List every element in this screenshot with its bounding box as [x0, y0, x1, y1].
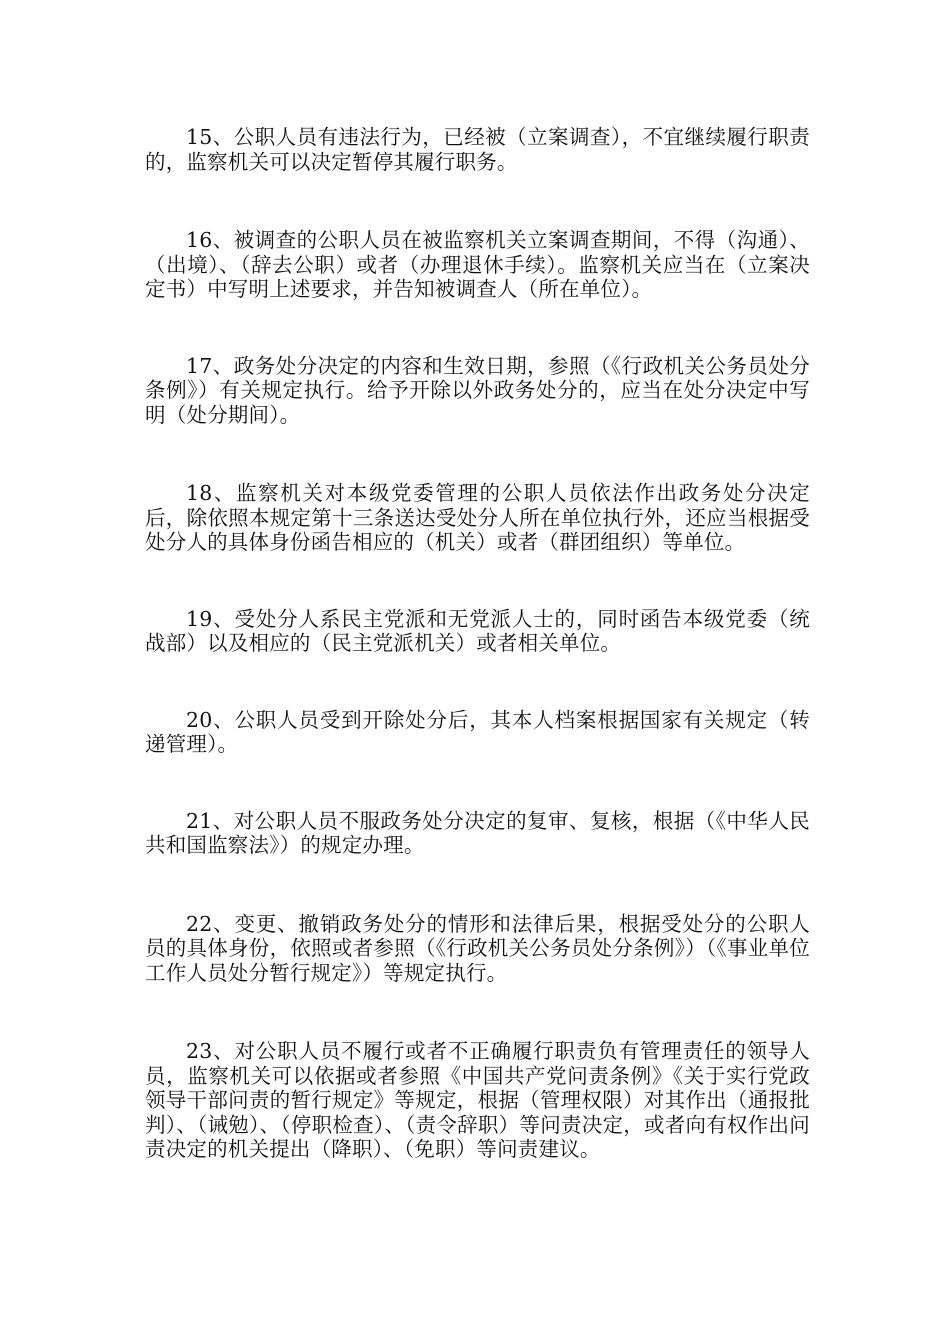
- paragraph-21: 21、对公职人员不服政务处分决定的复审、复核，根据（《中华人民共和国监察法》）的规定办理。: [145, 808, 810, 857]
- paragraph-23: 23、对公职人员不履行或者不正确履行职责负有管理责任的领导人员，监察机关可以依据或者参照《中国共产党问责条例》《关于实行党政领导干部问责的暂行规定》等规定，根据（管理权限）对其作出（通报批判）、（诫勉）、（停职检查）、（责令辞职）等问责决定，或者向有权作出问责决定的机关提出（降职）、（免职）等问责建议。: [145, 1039, 810, 1161]
- paragraph-18: 18、监察机关对本级党委管理的公职人员依法作出政务处分决定后，除依照本规定第十三条送达受处分人所在单位执行外，还应当根据受处分人的具体身份函告相应的（机关）或者（群团组织）等单位。: [145, 481, 810, 554]
- document-body: [145, 125, 810, 1220]
- paragraph-17: 17、政务处分决定的内容和生效日期，参照（《行政机关公务员处分条例》）有关规定执行。给予开除以外政务处分的，应当在处分决定中写明（处分期间）。: [145, 353, 810, 427]
- paragraph-15: 15、公职人员有违法行为，已经被（立案调查），不宜继续履行职责的，监察机关可以决定暂停其履行职务。: [145, 125, 810, 174]
- paragraph-19: 19、受处分人系民主党派和无党派人士的，同时函告本级党委（统战部）以及相应的（民主党派机关）或者相关单位。: [145, 606, 810, 655]
- paragraph-22: 22、变更、撤销政务处分的情形和法律后果，根据受处分的公职人员的具体身份，依照或者参照（《行政机关公务员处分条例》）（《事业单位工作人员处分暂行规定》）等规定执行。: [145, 911, 810, 985]
- paragraph-16: 16、被调查的公职人员在被监察机关立案调查期间，不得（沟通）、（出境）、（辞去公职）或者（办理退休手续）。监察机关应当在（立案决定书）中写明上述要求，并告知被调查人（所在单位）。: [145, 228, 810, 301]
- paragraph-20: 20、公职人员受到开除处分后，其本人档案根据国家有关规定（转递管理）。: [145, 707, 810, 756]
